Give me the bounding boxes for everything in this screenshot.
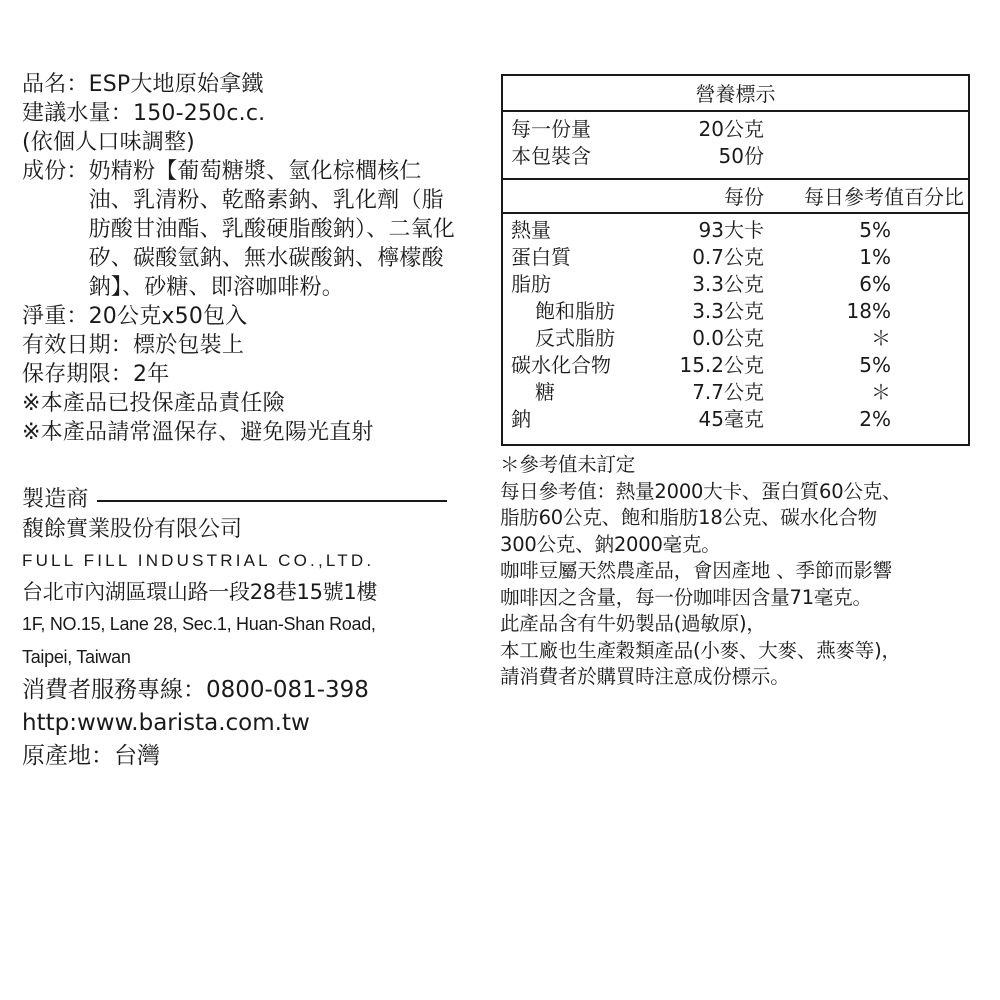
serving-size-row xyxy=(503,116,968,143)
daily-reference-line-1: 每日參考值：熱量2000大卡、蛋白質60公克、 xyxy=(500,479,902,503)
allergen-note-line-2: 本工廠也生產穀類產品(小麥、大麥、燕麥等)， xyxy=(500,638,901,662)
servings-row xyxy=(503,143,968,170)
origin-value: 台灣 xyxy=(114,743,160,769)
col-per-serving: 每份 xyxy=(724,185,764,209)
nutrient-value: 45毫克 xyxy=(698,407,764,431)
address-en-line-1: 1F, NO.15, Lane 28, Sec.1, Huan-Shan Road, xyxy=(22,614,376,634)
nutrient-pct: 6% xyxy=(859,272,891,296)
nutrient-value: 0.0公克 xyxy=(692,326,764,350)
nutrient-pct: 18% xyxy=(846,299,891,323)
nutrient-row xyxy=(503,217,968,244)
expiry-date-label: 有效日期： xyxy=(22,333,134,358)
ingredients-value: 奶精粉【葡萄糖漿、氫化棕櫚核仁油、乳清粉、乾酪素鈉、乳化劑（脂肪酸甘油酯、乳酸硬脂酸鈉）、二氧化矽、碳酸氫鈉、無水碳酸鈉、檸檬酸鈉】、砂糖、即溶咖啡粉。 xyxy=(88,159,456,300)
storage-notice: ※本產品請常溫保存、避免陽光直射 xyxy=(22,420,374,445)
net-weight xyxy=(22,302,492,331)
serving-info xyxy=(503,112,968,180)
nutrient-pct: ＊ xyxy=(871,326,891,350)
caffeine-note-line-2: 咖啡因之含量，每一份咖啡因含量71毫克。 xyxy=(500,585,872,609)
nutrient-value: 0.7公克 xyxy=(692,245,764,269)
nutrient-row xyxy=(503,379,968,406)
origin xyxy=(22,740,492,773)
nutrient-row xyxy=(503,325,968,352)
nutrient-value: 3.3公克 xyxy=(692,272,764,296)
shelf-life-value: 2年 xyxy=(133,362,170,387)
product-name-label: 品名： xyxy=(22,72,89,97)
asterisk-note: ＊參考值未訂定 xyxy=(500,453,636,476)
water-amount-label: 建議水量： xyxy=(22,101,134,126)
manufacturer-heading xyxy=(22,485,492,514)
expiry-date-value: 標於包裝上 xyxy=(133,333,245,358)
ingredients-label: 成份： xyxy=(22,159,89,184)
nutrient-value: 15.2公克 xyxy=(679,353,764,377)
nutrient-name: 飽和脂肪 xyxy=(535,299,615,323)
divider xyxy=(97,500,447,502)
servings-label: 本包裝含 xyxy=(511,144,591,168)
nutrient-pct: 1% xyxy=(859,245,891,269)
expiry-date xyxy=(22,331,492,360)
hotline-label: 消費者服務專線： xyxy=(22,677,206,703)
col-daily-pct: 每日參考值百分比 xyxy=(804,185,964,209)
nutrient-pct: ＊ xyxy=(871,380,891,404)
nutrient-name: 糖 xyxy=(535,380,555,404)
nutrition-title: 營養標示 xyxy=(503,76,968,112)
company-name-en: FULL FILL INDUSTRIAL CO.,LTD. xyxy=(22,551,375,570)
insurance-notice: ※本產品已投保產品責任險 xyxy=(22,391,285,416)
serving-size-label: 每一份量 xyxy=(511,117,591,141)
shelf-life xyxy=(22,360,492,389)
nutrient-value: 93大卡 xyxy=(698,218,764,242)
address-en-line-2: Taipei, Taiwan xyxy=(22,647,131,667)
water-note: (依個人口味調整) xyxy=(22,130,195,155)
net-weight-label: 淨重： xyxy=(22,304,89,329)
nutrient-name: 反式脂肪 xyxy=(535,326,615,350)
water-amount xyxy=(22,99,492,128)
company-name-zh: 馥餘實業股份有限公司 xyxy=(22,517,243,542)
website-link[interactable]: http:www.barista.com.tw xyxy=(22,710,310,736)
nutrient-name: 熱量 xyxy=(511,218,551,242)
product-name-value: ESP大地原始拿鐵 xyxy=(88,72,264,97)
product-info-panel xyxy=(22,70,492,773)
nutrient-pct: 2% xyxy=(859,407,891,431)
nutrient-value: 7.7公克 xyxy=(692,380,764,404)
column-header xyxy=(503,180,968,214)
hotline-number[interactable]: 0800-081-398 xyxy=(206,677,369,703)
net-weight-value: 20公克x50包入 xyxy=(88,304,248,329)
hotline xyxy=(22,674,492,707)
daily-reference-line-2: 脂肪60公克、飽和脂肪18公克、碳水化合物 xyxy=(500,506,877,529)
nutrient-row xyxy=(503,352,968,379)
origin-label: 原產地： xyxy=(22,743,114,769)
servings-value: 50份 xyxy=(718,144,764,168)
nutrient-rows xyxy=(503,214,968,433)
allergen-note-line-3: 請消費者於購買時注意成份標示。 xyxy=(500,665,790,688)
nutrition-notes xyxy=(500,452,990,691)
nutrient-row xyxy=(503,298,968,325)
nutrient-row xyxy=(503,271,968,298)
nutrient-name: 碳水化合物 xyxy=(511,353,611,377)
address-zh: 台北市內湖區環山路一段28巷15號1樓 xyxy=(22,580,378,604)
manufacturer-heading-label: 製造商 xyxy=(22,487,89,512)
serving-size-value: 20公克 xyxy=(698,117,764,141)
daily-reference-line-3: 300公克、鈉2000毫克。 xyxy=(500,532,721,556)
shelf-life-label: 保存期限： xyxy=(22,362,134,387)
nutrient-value: 3.3公克 xyxy=(692,299,764,323)
allergen-note-line-1: 此產品含有牛奶製品(過敏原)， xyxy=(500,612,766,635)
caffeine-note-line-1: 咖啡豆屬天然農產品，會因產地 、季節而影響 xyxy=(500,559,892,582)
nutrient-row xyxy=(503,406,968,433)
nutrient-pct: 5% xyxy=(859,353,891,377)
ingredients xyxy=(22,157,492,302)
water-amount-value: 150-250c.c. xyxy=(133,101,266,126)
nutrient-name: 脂肪 xyxy=(511,272,551,296)
nutrient-pct: 5% xyxy=(859,218,891,242)
nutrient-row xyxy=(503,244,968,271)
product-name xyxy=(22,70,492,99)
nutrient-name: 蛋白質 xyxy=(511,245,571,269)
nutrition-facts-table xyxy=(501,74,970,446)
nutrient-name: 鈉 xyxy=(511,407,531,431)
